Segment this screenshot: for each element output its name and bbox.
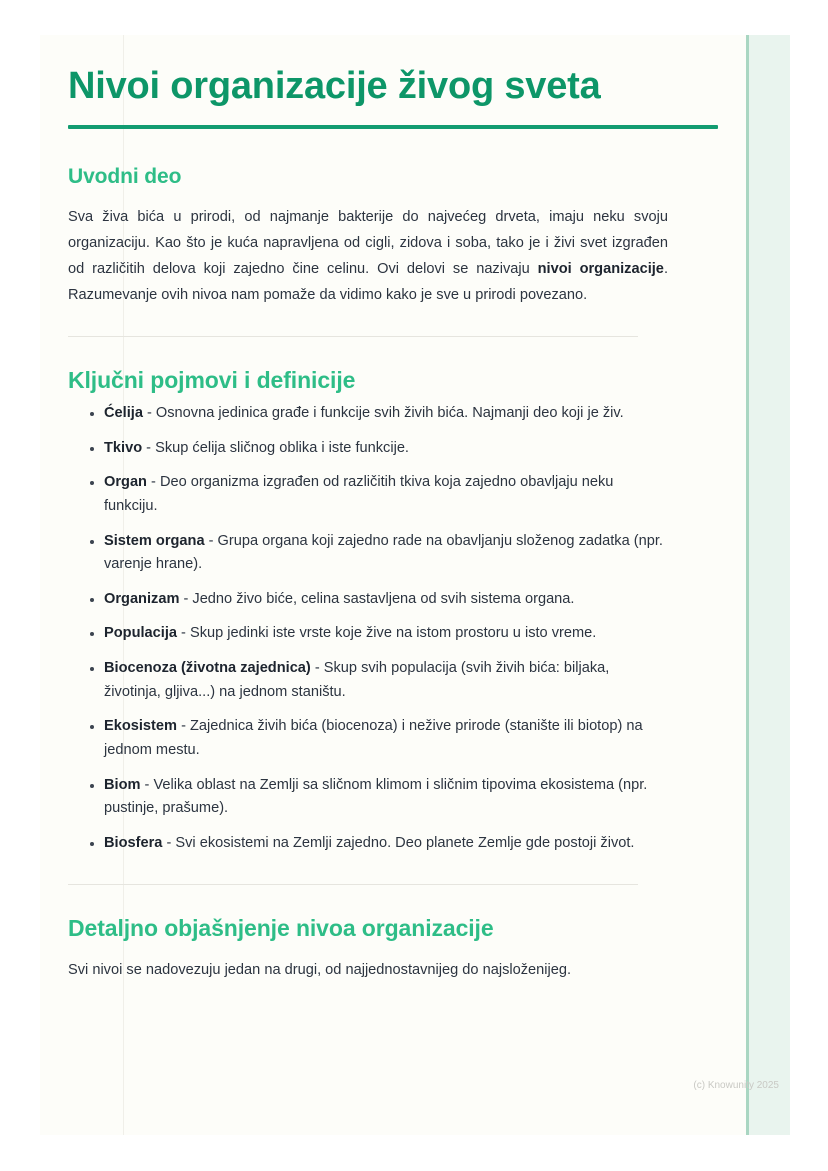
page-title: Nivoi organizacije živog sveta (68, 65, 601, 107)
list-item (90, 530, 668, 577)
term-definition: - Deo organizma izgrađen od različitih tkiva koja zajedno obavljaju neku funkciju. (104, 474, 614, 514)
intro-paragraph-part2: . Razumevanje ovih nivoa nam pomaže da vidimo kako je sve u prirodi povezano. (68, 260, 668, 303)
term-name: Tkivo (104, 439, 143, 456)
term-name: Ekosistem (104, 718, 178, 735)
term-definition: - Skup ćelija sličnog oblika i iste funkcije. (142, 439, 409, 456)
term-name: Biosfera (104, 834, 163, 851)
document-content (68, 35, 668, 983)
term-definition: - Grupa organa koji zajedno rade na obavljanju složenog zadatka (npr. varenje hrane). (104, 532, 663, 573)
list-item (90, 622, 668, 646)
list-item (90, 471, 668, 518)
detail-paragraph: Svi nivoi se nadovezuju jedan na drugi, od najjednostavnijeg do najsloženijeg. (68, 961, 572, 978)
section-heading-terms: Ključni pojmovi i definicije (68, 366, 356, 393)
term-definition: - Osnovna jedinica građe i funkcije svih živih bića. Najmanji deo koji je živ. (142, 404, 624, 421)
term-definition: - Svi ekosistemi na Zemlji zajedno. Deo planete Zemlje gde postoji život. (162, 834, 635, 851)
term-definition: - Velika oblast na Zemlji sa sličnom klimom i sličnim tipovima ekosistema (npr. pustinje, prašume). (104, 776, 648, 817)
term-definition: - Skup svih populacija (svih živih bića: biljaka, životinja, gljiva...) na jednom staništu. (104, 660, 610, 700)
term-name: Ćelija (104, 404, 143, 421)
intro-paragraph-bold-term: nivoi organizacije (537, 260, 664, 277)
list-item (90, 588, 668, 612)
list-item (90, 774, 668, 821)
list-item (90, 715, 668, 762)
term-name: Organizam (104, 590, 180, 607)
terms-list (68, 394, 668, 856)
section-heading-detail: Detaljno objašnjenje nivoa organizacije (68, 914, 494, 941)
right-accent-band (746, 35, 790, 1135)
section-heading-intro: Uvodni deo (68, 164, 182, 188)
list-item (90, 402, 668, 426)
term-name: Organ (104, 474, 147, 491)
intro-paragraph (68, 189, 668, 308)
intro-paragraph-part1: Sva živa bića u prirodi, od najmanje bakterije do najvećeg drveta, imaju neku svoju organizaciju. Kao što je kuća napravljena od cigli, zidova i soba, tako je i živi svet izgrađen od različitih delova koji zajedno čine celinu. Ovi delovi se nazivaju (68, 208, 668, 277)
term-name: Populacija (104, 625, 177, 642)
list-item (90, 657, 668, 704)
copyright-watermark: (c) Knowunity 2025 (693, 1080, 779, 1091)
term-definition: - Jedno živo biće, celina sastavljena od svih sistema organa. (179, 590, 575, 607)
term-definition: - Zajednica živih bića (biocenoza) i nežive prirode (stanište ili biotop) na jednom mestu. (104, 718, 643, 759)
term-name: Biocenoza (životna zajednica) (104, 660, 311, 677)
term-definition: - Skup jedinki iste vrste koje žive na istom prostoru u isto vreme. (177, 625, 597, 642)
list-item (90, 832, 668, 856)
list-item (90, 437, 668, 461)
term-name: Biom (104, 776, 141, 793)
term-name: Sistem organa (104, 532, 205, 549)
document-page (40, 35, 790, 1135)
